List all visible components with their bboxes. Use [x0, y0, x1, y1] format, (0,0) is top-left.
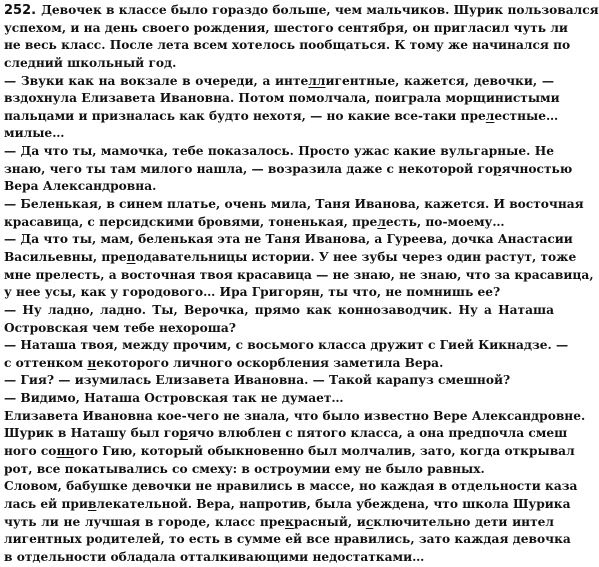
underlined-letters: л: [485, 108, 495, 123]
text-segment: знаю, чего ты там милого нашла, — возразила даже с некоторой го: [4, 161, 494, 176]
text-segment: лась ей при: [4, 496, 88, 511]
underlined-letters: р: [179, 426, 188, 441]
text-line: [4, 390, 554, 408]
exercise-number: 252.: [4, 3, 37, 18]
text-segment: ячностью: [501, 161, 573, 176]
text-line: [4, 2, 599, 20]
text-line: [4, 196, 584, 214]
text-line: [4, 531, 571, 549]
text-segment: ячо влюблен с пятого класса, а она предпочла смеш: [187, 426, 568, 441]
text-segment: пальцами и призналась как будто нехотя, — но какие все-таки пре: [4, 108, 486, 123]
text-segment: игентные, кажется, девочки, —: [325, 73, 555, 88]
text-line: [4, 73, 554, 91]
underlined-letters: р: [493, 161, 502, 176]
text-line: [4, 249, 577, 267]
text-segment: — Наташа твоя, между прочим, с восьмого класса дружит с Гией Кикнадзе. —: [4, 338, 569, 353]
text-line: [4, 90, 560, 108]
text-line: [4, 178, 554, 196]
text-segment: с оттенком: [4, 355, 88, 370]
text-segment: — Видимо, Наташа Островская так не думает…: [4, 391, 344, 406]
text-line: [4, 425, 568, 443]
text-line: [4, 337, 569, 355]
text-segment: красавица, с персидскими бровями, тоненькая, пре: [4, 214, 378, 229]
text-segment: вздохнула Елизавета Ивановна. Потом помолчала, поиграла морщинистыми: [4, 91, 560, 106]
text-segment: ого Гию, который обыкновенно был молчалив, зато, когда открывал: [74, 444, 575, 459]
text-segment: — Звуки как на вокзале в очереди, а инте: [4, 73, 309, 88]
text-line: [4, 267, 594, 285]
text-segment: рот, все покатывались со смеху: в остроумии ему не было равных.: [4, 461, 485, 476]
text-line: [4, 478, 578, 496]
text-segment: милые…: [4, 126, 65, 141]
text-segment: — Да что ты, мамочка, тебе показалось. Просто ужас какие вульгарные. Не: [4, 144, 554, 159]
text-segment: Васильевны, пре: [4, 249, 127, 264]
underlined-letters: к: [285, 514, 294, 529]
text-line: [4, 372, 554, 390]
text-segment: есть, по-моему…: [385, 214, 505, 229]
text-segment: Шурик в Наташу был го: [4, 426, 180, 441]
text-line: [4, 20, 568, 38]
text-segment: естные…: [494, 108, 559, 123]
text-segment: следний школьный год.: [4, 55, 177, 70]
text-segment: — Ну ладно, ладно. Ты, Верочка, прямо как коннозаводчик. Ну а Наташа: [4, 302, 554, 317]
underlined-letters: лл: [308, 73, 326, 88]
text-line: [4, 161, 573, 179]
text-segment: у нее усы, как у городового… Ира Григорян, ты что, не помнишь ее?: [4, 285, 501, 300]
text-line: [4, 108, 559, 126]
text-segment: не весь класс. После лета всем хотелось пообщаться. К тому же начинался по: [4, 38, 571, 53]
text-line: [4, 55, 554, 73]
text-segment: мне прелесть, а восточная твоя красавица — не знаю, не знаю, что за красавица,: [4, 267, 594, 282]
exercise-text: [4, 2, 599, 567]
text-segment: Словом, бабушке девочки не нравились в массе, но каждая в отдельности каза: [4, 479, 578, 494]
underlined-letters: н: [87, 355, 97, 370]
underlined-letters: с: [365, 514, 374, 529]
text-line: [4, 514, 554, 532]
text-line: [4, 143, 554, 161]
text-line: [4, 284, 554, 302]
underlined-letters: нн: [56, 444, 75, 459]
text-segment: чуть ли не лучшая в городе, класс пре: [4, 514, 286, 529]
underlined-letters: п: [126, 249, 136, 264]
text-segment: ключительно дети интел: [373, 514, 554, 529]
text-line: [4, 496, 571, 514]
text-segment: лекательной. Вера, напротив, была убеждена, что школа Шурика: [96, 496, 571, 511]
text-line: [4, 320, 554, 338]
text-line: [4, 37, 571, 55]
text-segment: одавательницы истории. У нее зубы через один растут, тоже: [135, 249, 577, 264]
text-segment: Девочек в классе было гораздо больше, чем мальчиков. Шурик пользовался: [41, 3, 599, 17]
text-line: [4, 231, 573, 249]
text-segment: Вера Александровна.: [4, 179, 157, 194]
text-segment: лигентных родителей, то есть в сумме ей все нравились, зато каждая девочка: [4, 532, 571, 547]
text-segment: — Беленькая, в синем платье, очень мила, Таня Иванова, кажется. И восточная: [4, 197, 584, 212]
text-line: [4, 214, 554, 232]
text-segment: Елизавета Ивановна кое-чего не знала, что было известно Вере Александровне.: [4, 408, 586, 423]
text-segment: расный, и: [293, 514, 366, 529]
text-segment: — Гия? — изумилась Елизавета Ивановна. — Такой карапуз смешной?: [4, 373, 511, 388]
text-segment: екоторого личного оскорбления заметила Вера.: [96, 355, 444, 370]
text-line: [4, 549, 554, 567]
text-segment: ного со: [4, 444, 57, 459]
text-line: [4, 355, 554, 373]
text-segment: — Да что ты, мам, беленькая эта не Таня Иванова, а Гуреева, дочка Анастасии: [4, 232, 573, 247]
text-line: [4, 443, 575, 461]
text-line: [4, 461, 554, 479]
underlined-letters: в: [87, 496, 97, 511]
text-line: [4, 302, 554, 320]
underlined-letters: л: [377, 214, 386, 229]
text-line: [4, 408, 586, 426]
text-segment: Островская чем тебе нехороша?: [4, 320, 236, 335]
text-segment: успехом, и на день своего рождения, шестого сентября, он пригласил чуть ли: [4, 20, 568, 35]
text-segment: в отдельности обладала отталкивающими недостатками…: [4, 549, 425, 564]
text-line: [4, 125, 554, 143]
